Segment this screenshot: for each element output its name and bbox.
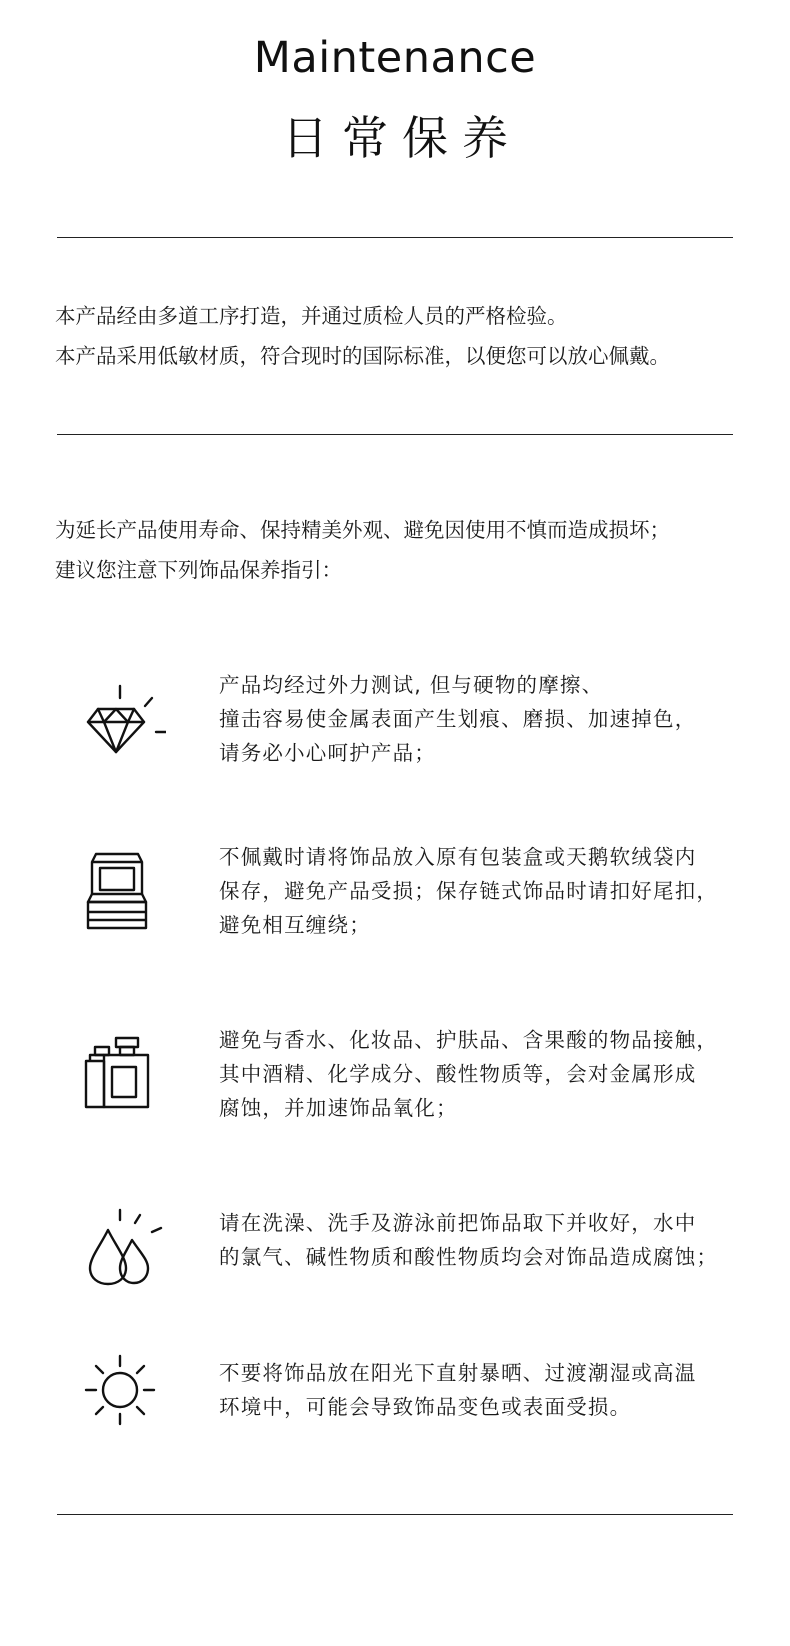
title-chinese: 日常保养 xyxy=(282,111,522,165)
water-drops-icon xyxy=(82,1206,166,1290)
tip-text-bottles xyxy=(219,1023,759,1125)
tip-1-line-3: 请务必小心呵护产品； xyxy=(219,741,436,765)
title-english: Maintenance xyxy=(253,33,537,83)
intro-line-1: 本产品经由多道工序打造，并通过质检人员的严格检验。 xyxy=(55,304,568,328)
tip-text-diamond xyxy=(219,668,759,770)
divider-middle xyxy=(57,434,733,435)
jewelry-box-icon xyxy=(82,848,166,932)
tip-1-line-2: 撞击容易使金属表面产生划痕、磨损、加速掉色， xyxy=(219,707,697,731)
tip-4-line-2: 的氯气、碱性物质和酸性物质均会对饰品造成腐蚀； xyxy=(219,1245,719,1269)
tip-1-line-1: 产品均经过外力测试, 但与硬物的摩擦、 xyxy=(219,673,604,697)
tip-2-line-2: 保存，避免产品受损；保存链式饰品时请扣好尾扣， xyxy=(219,879,719,903)
tip-3-line-3: 腐蚀，并加速饰品氧化； xyxy=(219,1096,458,1120)
guide-line-1: 为延长产品使用寿命、保持精美外观、避免因使用不慎而造成损坏； xyxy=(55,518,670,542)
guide-line-2: 建议您注意下列饰品保养指引： xyxy=(55,558,342,582)
tip-text-sun xyxy=(219,1356,759,1424)
divider-top xyxy=(57,237,733,238)
tip-3-line-2: 其中酒精、化学成分、酸性物质等，会对金属形成 xyxy=(219,1062,697,1086)
tip-3-line-1: 避免与香水、化妆品、护肤品、含果酸的物品接触， xyxy=(219,1028,719,1052)
cosmetic-bottles-icon xyxy=(82,1029,166,1113)
guide-paragraph xyxy=(55,510,760,590)
intro-paragraph xyxy=(55,296,760,376)
tip-text-water xyxy=(219,1206,759,1274)
tip-text-box xyxy=(219,840,759,942)
tip-2-line-3: 避免相互缠绕； xyxy=(219,913,371,937)
sun-icon xyxy=(82,1348,166,1432)
divider-bottom xyxy=(57,1514,733,1515)
tip-4-line-1: 请在洗澡、洗手及游泳前把饰品取下并收好，水中 xyxy=(219,1211,697,1235)
tip-5-line-1: 不要将饰品放在阳光下直射暴晒、过渡潮湿或高温 xyxy=(219,1361,697,1385)
tip-5-line-2: 环境中，可能会导致饰品变色或表面受损。 xyxy=(219,1395,632,1419)
tip-2-line-1: 不佩戴时请将饰品放入原有包装盒或天鹅软绒袋内 xyxy=(219,845,697,869)
intro-line-2: 本产品采用低敏材质，符合现时的国际标准，以便您可以放心佩戴。 xyxy=(55,344,670,368)
diamond-icon xyxy=(82,674,166,758)
